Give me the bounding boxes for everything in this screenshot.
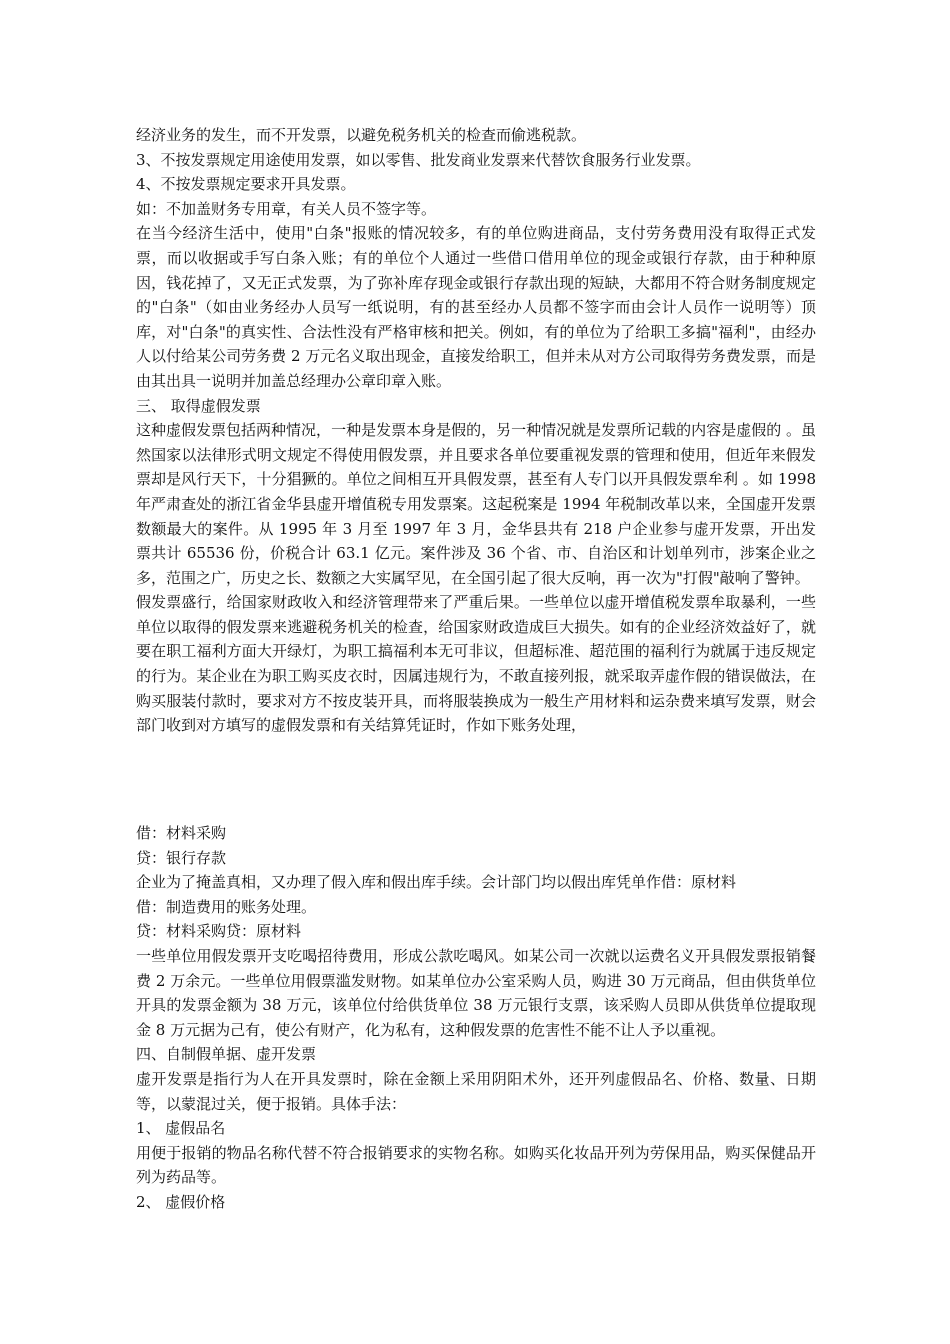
list-item-heading: 2、 虚假价格 xyxy=(136,1192,226,1211)
paragraph: 企业为了掩盖真相，又办理了假入库和假出库手续。会计部门均以假出库凭单作借：原材料 xyxy=(136,873,737,892)
section-heading: 四、自制假单据、虚开发票 xyxy=(136,1045,317,1064)
journal-entry: 贷：材料采购贷：原材料 xyxy=(136,922,302,941)
paragraph: 4、不按发票规定要求开具发票。 xyxy=(136,175,356,194)
paragraph: 一些单位用假发票开支吃喝招待费用，形成公款吃喝风。如某公司一次就以运费名义开具假发票报销餐费 2 万余元。一些单位用假票滥发财物。如某单位办公室采购人员，购进 30 万元商品，但由供货单位开具的发票金额为 38 万元，该单位付给供货单位 38 万元银行支票，该采购人员即从供货单位提取现金 8 万元据为己有，使公有财产，化为私有，这种假发票的危害性不能不让人予以重视。 xyxy=(136,946,816,1039)
paragraph: 这种虚假发票包括两种情况，一种是发票本身是假的，另一种情况就是发票所记载的内容是虚假的 。虽然国家以法律形式明文规定不得使用假发票，并且要求各单位要重视发票的管理和使用，但近年来假发票却是风行天下，十分猖獗的。单位之间相互开具假发票，甚至有人专门以开具假发票牟利 。如 1998 年严肃查处的浙江省金华县虚开增值税专用发票案。这起税案是 1994 年税制改革以来，全国虚开发票数额最大的案件。从 1995 年 3 月至 1997 年 3 月，金华县共有 218 户企业参与虚开发票，开出发票共计 65536 份，价税合计 63.1 亿元。案件涉及 36 个省、市、自治区和计划单列市，涉案企业之多，范围之广，历史之长、数额之大实属罕见，在全国引起了很大反响，再一次为"打假"敲响了警钟。 xyxy=(136,421,816,587)
journal-entry: 借：制造费用的账务处理。 xyxy=(136,897,317,916)
text-section-upper xyxy=(136,123,816,738)
journal-entry: 贷：银行存款 xyxy=(136,848,227,867)
list-item-heading: 1、 虚假品名 xyxy=(136,1119,226,1138)
paragraph: 用便于报销的物品名称代替不符合报销要求的实物名称。如购买化妆品开列为劳保用品，购买保健品开列为药品等。 xyxy=(136,1143,816,1187)
paragraph: 虚开发票是指行为人在开具发票时，除在金额上采用阴阳术外，还开列虚假品名、价格、数量、日期等，以蒙混过关，便于报销。具体手法： xyxy=(136,1069,816,1113)
paragraph: 假发票盛行，给国家财政收入和经济管理带来了严重后果。一些单位以虚开增值税发票牟取暴利，一些单位以取得的假发票来逃避税务机关的检查，给国家财政造成巨大损失。如有的企业经济效益好了，就要在职工福利方面大开绿灯，为职工搞福利本无可非议，但超标准、超范围的福利行为就属于违反规定的行为。某企业在为职工购买皮衣时，因属违规行为，不敢直接列报，就采取弄虚作假的错误做法，在购买服装付款时，要求对方不按皮装开具，而将服装换成为一般生产用材料和运杂费来填写发票，财会部门收到对方填写的虚假发票和有关结算凭证时，作如下账务处理， xyxy=(136,593,816,735)
paragraph: 3、不按发票规定用途使用发票，如以零售、批发商业发票来代替饮食服务行业发票。 xyxy=(136,150,701,169)
paragraph: 如：不加盖财务专用章，有关人员不签字等。 xyxy=(136,199,437,218)
paragraph: 在当今经济生活中，使用"白条"报账的情况较多，有的单位购进商品，支付劳务费用没有取得正式发票，而以收据或手写白条入账；有的单位个人通过一些借口借用单位的现金或银行存款，由于种种原因，钱花掉了，又无正式发票，为了弥补库存现金或银行存款出现的短缺，大都用不符合财务制度规定的"白条"（如由业务经办人员写一纸说明，有的甚至经办人员都不签字而由会计人员作一说明等）顶库，对"白条"的真实性、合法性没有严格审核和把关。例如，有的单位为了给职工多搞"福利"，由经办人以付给某公司劳务费 2 万元名义取出现金，直接发给职工，但并未从对方公司取得劳务费发票，而是由其出具一说明并加盖总经理办公章印章入账。 xyxy=(136,224,816,390)
journal-entry: 借：材料采购 xyxy=(136,824,227,842)
paragraph: 经济业务的发生，而不开发票，以避免税务机关的检查而偷逃税款。 xyxy=(136,126,587,144)
section-heading: 三、 取得虚假发票 xyxy=(136,396,261,415)
text-section-lower xyxy=(136,821,816,1215)
